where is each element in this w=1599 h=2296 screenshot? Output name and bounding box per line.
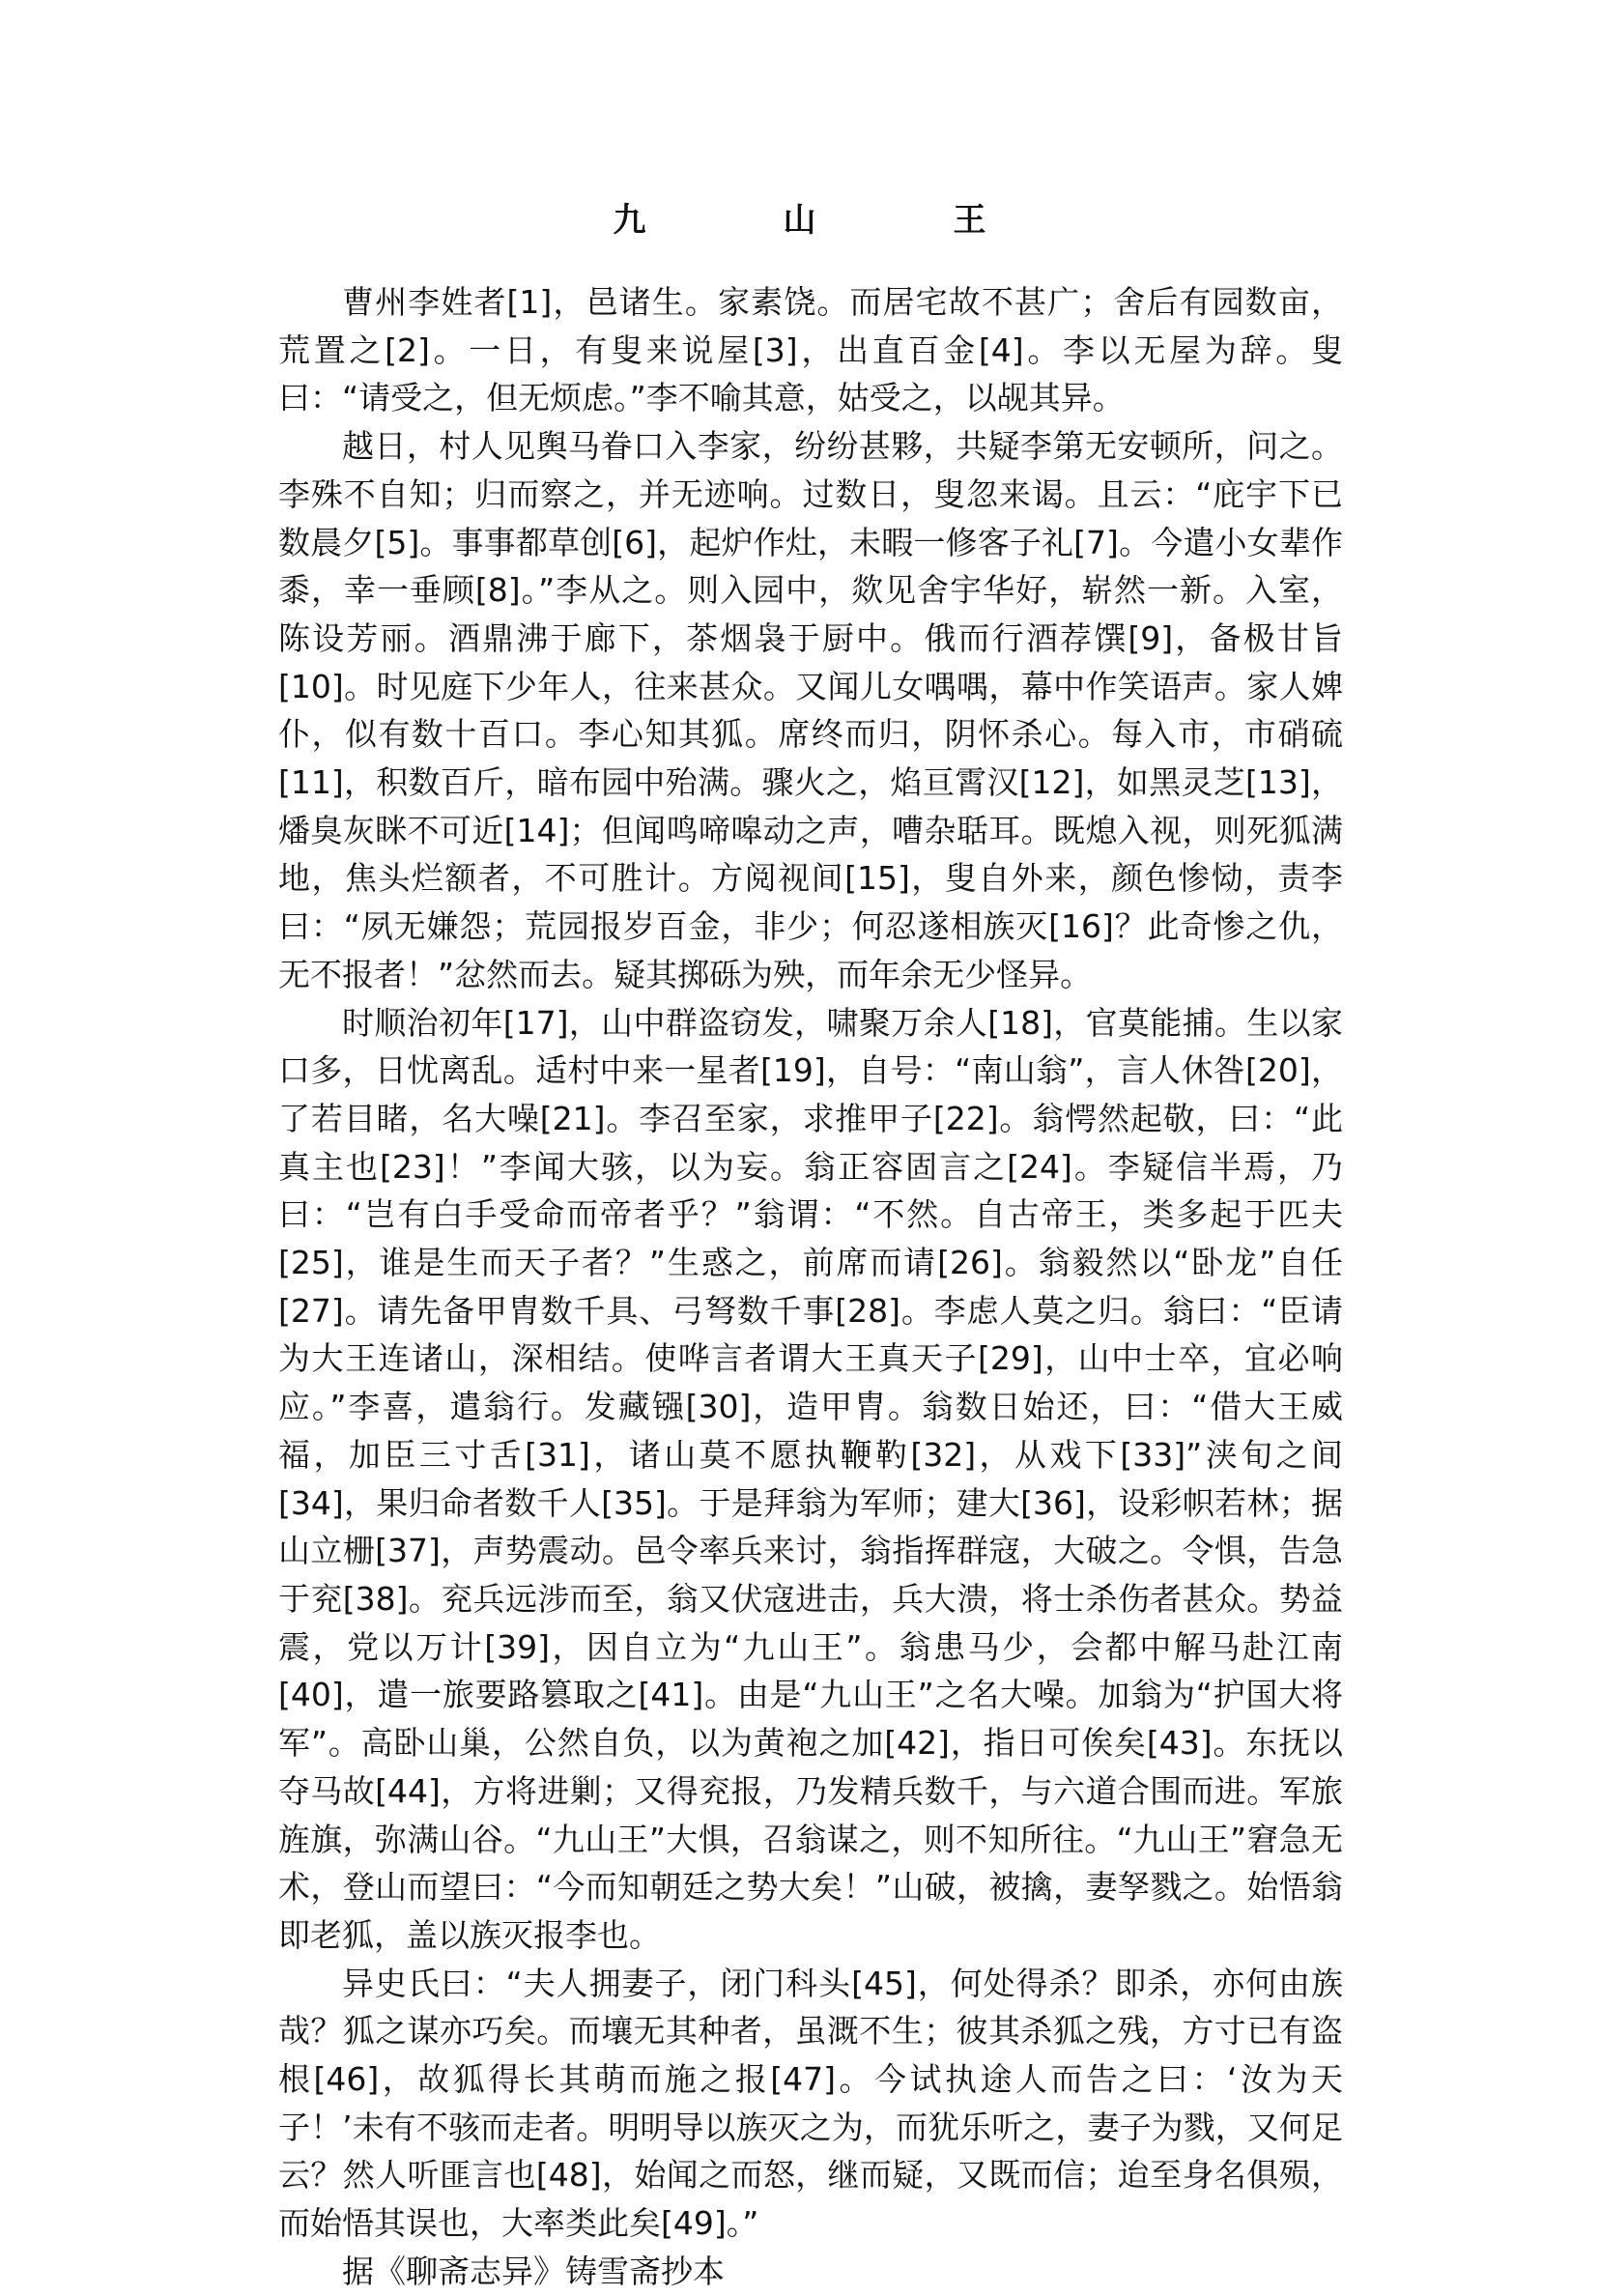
paragraph: 时顺治初年[17]，山中群盗窃发，啸聚万余人[18]，官莫能捕。生以家口多，日忧离乱。适村中来一星者[19]，自号：“南山翁”，言人休咎[20]，了若目睹，名大噪[21]。李召至家，求推甲子[22]。翁愕然起敬，曰：“此真主也[23]！”李闻大骇，以为妄。翁正容固言之[24]。李疑信半焉，乃曰：“岂有白手受命而帝者乎？”翁谓：“不然。自古帝王，类多起于匹夫[25]，谁是生而天子者？”生惑之，前席而请[26]。翁毅然以“卧龙”自任[27]。请先备甲胄数千具、弓弩数千事[28]。李虑人莫之归。翁曰：“臣请为大王连诸山，深相结。使哗言者谓大王真天子[29]，山中士卒，宜必响应。”李喜，遣翁行。发藏镪[30]，造甲胄。翁数日始还，曰：“借大王威福，加臣三寸舌[31]，诸山莫不愿执鞭靮[32]，从戏下[33]”浃旬之间[34]，果归命者数千人[35]。于是拜翁为军师；建大[36]，设彩帜若林；据山立栅[37]，声势震动。邑令率兵来讨，翁指挥群寇，大破之。令惧，告急于兖[38]。兖兵远涉而至，翁又伏寇进击，兵大溃，将士杀伤者甚众。势益震，党以万计[39]，因自立为“九山王”。翁患马少，会都中解马赴江南[40]，遣一旅要路篡取之[41]。由是“九山王”之名大噪。加翁为“护国大将军”。高卧山巢，公然自负，以为黄袍之加[42]，指日可俟矣[43]。东抚以夺马故[44]，方将进剿；又得兖报，乃发精兵数千，与六道合围而进。军旅旌旗，弥满山谷。“九山王”大惧，召翁谋之，则不知所往。“九山王”窘急无术，登山而望曰：“今而知朝廷之势大矣！”山破，被擒，妻孥戮之。始悟翁即老狐，盖以族灭报李也。 xyxy=(278,1003,1343,1954)
paragraph: 异史氏曰：“夫人拥妻子，闭门科头[45]，何处得杀？即杀，亦何由族哉？狐之谋亦巧矣。而壤无其种者，虽溉不生；彼其杀狐之残，方寸已有盗根[46]，故狐得长其萌而施之报[47]。今试执途人而告之曰：‘汝为天子！’未有不骇而走者。明明导以族灭之为，而犹乐听之，妻子为戮，又何足云？然人听匪言也[48]，始闻之而怒，继而疑，又既而信；迨至身名俱殒，而始悟其误也，大率类此矣[49]。” xyxy=(278,1964,1343,2243)
source-note: 据《聊斋志异》铸雪斋抄本 xyxy=(342,2252,725,2290)
paragraph: 曹州李姓者[1]，邑诸生。家素饶。而居宅故不甚广；舍后有园数亩，荒置之[2]。一日，有叟来说屋[3]，出直百金[4]。李以无屋为辞。叟曰：“请受之，但无烦虑。”李不喻其意，姑受之，以觇其异。 xyxy=(278,283,1343,417)
document-body xyxy=(278,278,1343,2296)
paragraph: 越日，村人见舆马眷口入李家，纷纷甚夥，共疑李第无安顿所，问之。李殊不自知；归而察之，并无迹响。过数日，叟忽来谒。且云：“庇宇下已数晨夕[5]。事事都草创[6]，起炉作灶，未暇一修客子礼[7]。今遣小女辈作黍，幸一垂顾[8]。”李从之。则入园中，欻见舍宇华好，崭然一新。入室，陈设芳丽。酒鼎沸于廊下，茶烟袅于厨中。俄而行酒荐馔[9]，备极甘旨[10]。时见庭下少年人，往来甚众。又闻儿女喁喁，幕中作笑语声。家人婢仆，似有数十百口。李心知其狐。席终而归，阴怀杀心。每入市，市硝硫[11]，积数百斤，暗布园中殆满。骤火之，焰亘霄汉[12]，如黑灵芝[13]，燔臭灰眯不可近[14]；但闻鸣啼嗥动之声，嘈杂聒耳。既熄入视，则死狐满地，焦头烂额者，不可胜计。方阅视间[15]，叟自外来，颜色惨恸，责李曰：“夙无嫌怨；荒园报岁百金，非少；何忍遂相族灭[16]？此奇惨之仇，无不报者！”忿然而去。疑其掷砾为殃，而年余无少怪异。 xyxy=(278,427,1343,993)
page-title: 九 山 王 xyxy=(613,201,1039,240)
